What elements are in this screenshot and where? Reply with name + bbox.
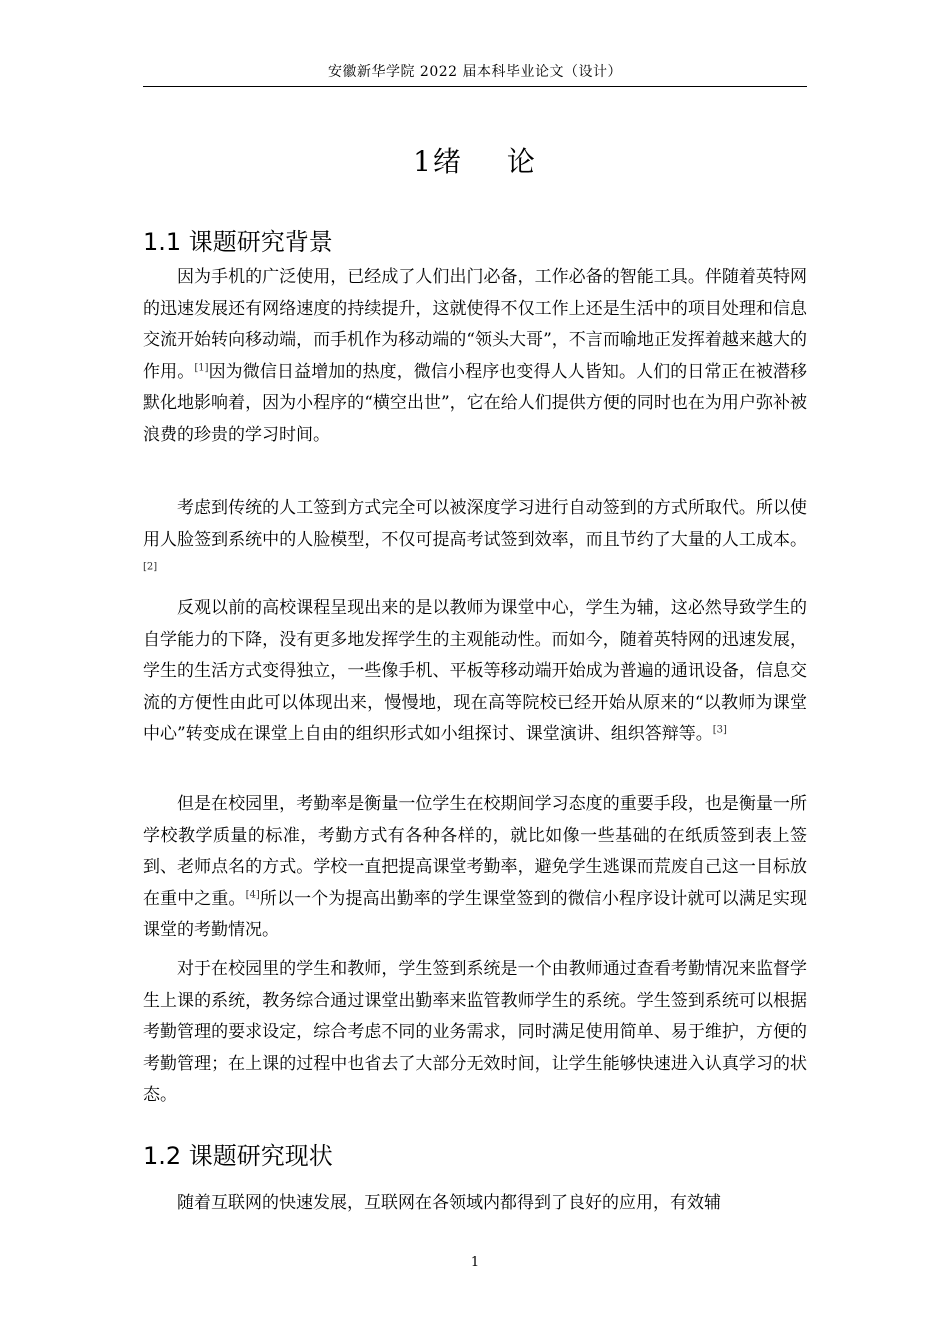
paragraph-1-text-a: 因为手机的广泛使用，已经成了人们出门必备，工作必备的智能工具。伴随着英特网的迅速发展还有网络速度的持续提升，这就使得不仅工作上还是生活中的项目处理和信息交流开始转向移动端，而手机作为移动端的“领头大哥”，不言而喻地正发挥着越来越大的作用。	[143, 267, 807, 382]
paragraph-4-text-a: 但是在校园里，考勤率是衡量一位学生在校期间学习态度的重要手段，也是衡量一所学校教学质量的标准，考勤方式有各种各样的，就比如像一些基础的在纸质签到表上签到、老师点名的方式。学校一直把提高课堂考勤率，避免学生逃课而荒废自己这一目标放在重中之重。	[143, 794, 807, 909]
citation-4: [4]	[245, 888, 260, 900]
citation-3: [3]	[712, 724, 727, 736]
running-header-text: 安徽新华学院 2022 届本科毕业论文（设计）	[327, 64, 623, 80]
header-rule	[143, 86, 807, 87]
citation-2: [2]	[143, 561, 158, 573]
paragraph-6-text-a: 随着互联网的快速发展，互联网在各领域内都得到了良好的应用，有效辅	[177, 1193, 721, 1213]
chapter-number: 1	[413, 145, 433, 178]
page-number: 1	[470, 1255, 480, 1270]
section-heading-1-2: 1.2 课题研究现状	[143, 1142, 333, 1170]
section-heading-1-1: 1.1 课题研究背景	[143, 228, 333, 256]
paragraph-3-text-a: 反观以前的高校课程呈现出来的是以教师为课堂中心，学生为辅，这必然导致学生的自学能力的下降，没有更多地发挥学生的主观能动性。而如今，随着英特网的迅速发展，学生的生活方式变得独立，一些像手机、平板等移动端开始成为普遍的通讯设备，信息交流的方便性由此可以体现出来，慢慢地，现在高等院校已经开始从原来的“以教师为课堂中心”转变成在课堂上自由的组织形式如小组探讨、课堂演讲、组织答辩等。	[143, 598, 807, 744]
paragraph-3	[143, 593, 807, 751]
paragraph-1	[143, 262, 807, 451]
paragraph-1-text-b: 因为微信日益增加的热度，微信小程序也变得人人皆知。人们的日常正在被潜移默化地影响着，因为小程序的“横空出世”，它在给人们提供方便的同时也在为用户弥补被浪费的珍贵的学习时间。	[143, 361, 808, 445]
running-header	[143, 62, 807, 82]
chapter-title-char-2: 论	[506, 145, 537, 178]
paragraph-4-text-b: 所以一个为提高出勤率的学生课堂签到的微信小程序设计就可以满足实现课堂的考勤情况。	[143, 888, 808, 940]
paragraph-2	[143, 493, 807, 588]
chapter-title-char-1: 绪	[432, 145, 463, 178]
chapter-title	[143, 140, 807, 184]
paragraph-4	[143, 789, 807, 947]
paragraph-5-text-a: 对于在校园里的学生和教师，学生签到系统是一个由教师通过查看考勤情况来监督学生上课的系统，教务综合通过课堂出勤率来监管教师学生的系统。学生签到系统可以根据考勤管理的要求设定，综合考虑不同的业务需求，同时满足使用简单、易于维护，方便的考勤管理；在上课的过程中也省去了大部分无效时间，让学生能够快速进入认真学习的状态。	[143, 959, 807, 1105]
citation-1: [1]	[194, 361, 209, 373]
paragraph-6	[143, 1188, 807, 1220]
paragraph-2-text-a: 考虑到传统的人工签到方式完全可以被深度学习进行自动签到的方式所取代。所以使用人脸签到系统中的人脸模型，不仅可提高考试签到效率，而且节约了大量的人工成本。	[143, 498, 807, 550]
paragraph-5	[143, 954, 807, 1112]
